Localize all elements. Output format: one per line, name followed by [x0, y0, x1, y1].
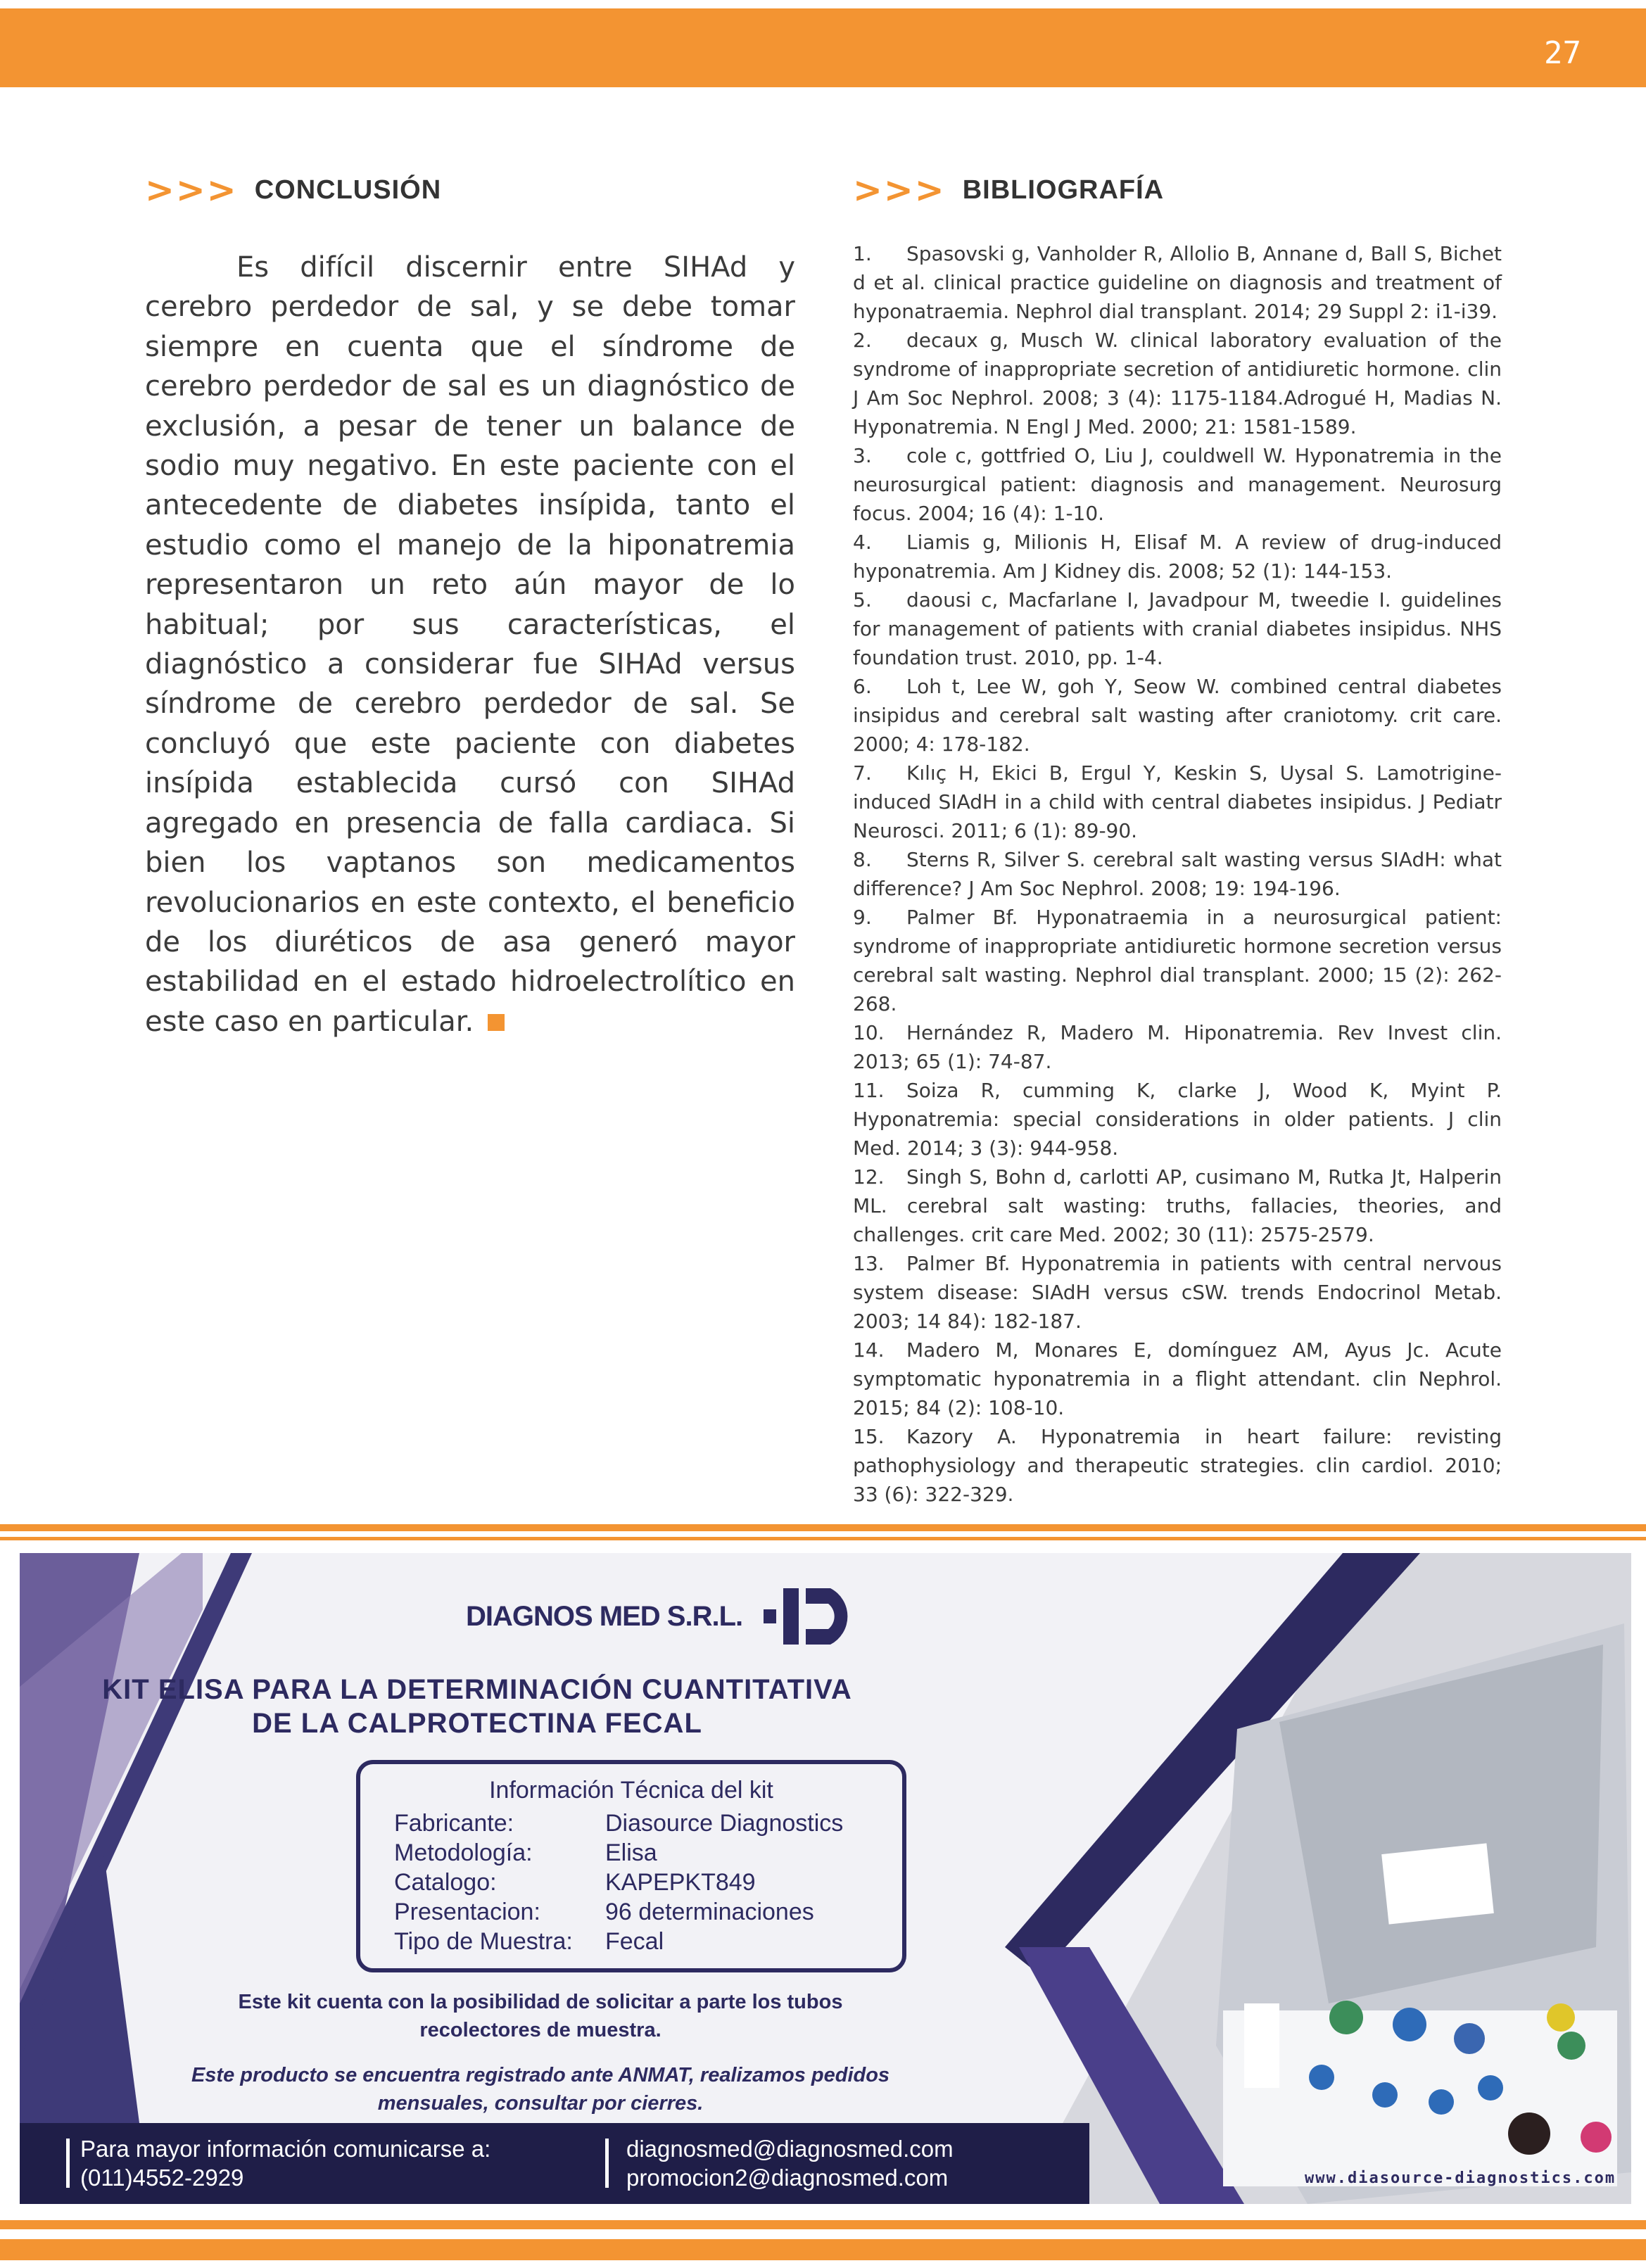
divider [605, 2139, 609, 2188]
info-table [394, 1808, 902, 1956]
bibliography-section [853, 169, 1502, 1509]
reference-item: 11. Soiza R, cumming K, clarke J, Wood K, Myint P. Hyponatremia: special considerations in older patients. J clin Med. 2014; 3 (3): 944-958. [853, 1079, 1502, 1160]
reference-item: 7. Kılıç H, Ekici B, Ergul Y, Keskin S, Uysal S. Lamotrigine- induced SIAdH in a child with central diabetes insipidus. J Pediatr Neurosci. 2011; 6 (1): 89-90. [853, 761, 1502, 842]
reference-item: 4. Liamis g, Milionis H, Elisaf M. A review of drug-induced hyponatremia. Am J Kidney dis. 2008; 52 (1): 144-153. [853, 531, 1502, 583]
separator-rule [0, 1537, 1646, 1540]
info-value: Fecal [605, 1928, 664, 1955]
chevrons-icon: >>> [853, 170, 946, 210]
info-value: 96 determinaciones [605, 1899, 814, 1925]
advertisement [20, 1553, 1631, 2204]
reference-item: 2. decaux g, Musch W. clinical laboratory evaluation of the syndrome of inappropriate secretion of antidiuretic hormone. clin J Am Soc Nephrol. 2008; 3 (4): 1175-1184.Adrogué H, Madias N. Hyponatremia. N Engl J Med. 2000; 21: 1581-1589. [853, 329, 1502, 438]
info-label: Metodología: [394, 1839, 533, 1866]
reference-item: 10. Hernández R, Madero M. Hiponatremia. Rev Invest clin. 2013; 65 (1): 74-87. [853, 1021, 1502, 1073]
reference-item: 14. Madero M, Monares E, domínguez AM, Ayus Jc. Acute symptomatic hyponatremia in a flight attendant. clin Nephrol. 2015; 84 (2): 108-10. [853, 1338, 1502, 1419]
contact-email-block [626, 2134, 954, 2192]
reference-item: 6. Loh t, Lee W, goh Y, Seow W. combined central diabetes insipidus and cerebral salt wasting after craniotomy. crit care. 2000; 4: 178-182. [853, 675, 1502, 756]
separator-rule [0, 1524, 1646, 1531]
reference-item: 1. Spasovski g, Vanholder R, Allolio B, Annane d, Ball S, Bichet d et al. clinical practice guideline on diagnosis and treatment of hyponatraemia. Nephrol dial transplant. 2014; 29 Suppl 2: i1-i39. [853, 242, 1502, 323]
info-value: Diasource Diagnostics [605, 1810, 844, 1837]
reference-item: 5. daousi c, Macfarlane I, Javadpour M, tweedie I. guidelines for management of patients with cranial diabetes insipidus. NHS foundation trust. 2010, pp. 1-4. [853, 588, 1502, 669]
conclusion-text: Es difícil discernir entre SIHAd y cerebro perdedor de sal, y se debe tomar siempre en cuenta que el síndrome de cerebro perdedor de sal es un diagnóstico de exclusión, a pesar de tener un balance de sodio muy negativo. En este paciente con el antecedente de diabetes insípida, tanto el estudio como el manejo de la hiponatremia representaron un reto aún mayor de lo habitual; por sus características, el diagnóstico a considerar fue SIHAd versus síndrome de cerebro perdedor de sal. Se concluyó que este paciente con diabetes insípida establecida cursó con SIHAd agregado en presencia de falla cardiaca. Si bien los vaptanos son medicamentos revolucionarios en este contexto, el beneficio de los diuréticos de asa generó mayor estabilidad en el estado hidroelectrolítico en este caso en particular. [145, 251, 795, 1038]
reference-list [853, 239, 1502, 1509]
conclusion-title: CONCLUSIÓN [254, 175, 442, 205]
reference-item: 3. cole c, gottfried O, Liu J, couldwell W. Hyponatremia in the neurosurgical patient: diagnosis and management. Neurosurg focus. 2004; 16 (4): 1-10. [853, 444, 1502, 525]
separator-rule [0, 2239, 1646, 2260]
chevrons-icon: >>> [145, 170, 238, 210]
technical-info-box [356, 1760, 906, 1972]
info-value: Elisa [605, 1839, 657, 1866]
conclusion-body [145, 248, 795, 1041]
reference-item: 15. Kazory A. Hyponatremia in heart failure: revisting pathophysiology and therapeutic strategies. clin cardiol. 2010; 33 (6): 322-329. [853, 1425, 1502, 1506]
email-link[interactable]: promocion2@diagnosmed.com [626, 2165, 949, 2191]
phone-number: (011)4552-2929 [80, 2165, 244, 2191]
info-title: Información Técnica del kit [489, 1777, 773, 1804]
separator-rule [0, 2220, 1646, 2229]
info-label: Catalogo: [394, 1869, 497, 1896]
ad-title: KIT ELISA PARA LA DETERMINACIÓN CUANTITATIVA DE LA CALPROTECTINA FECAL [102, 1674, 852, 1739]
info-value: KAPEPKT849 [605, 1869, 756, 1896]
conclusion-heading [145, 169, 795, 211]
reference-item: 13. Palmer Bf. Hyponatremia in patients with central nervous system disease: SIAdH versus cSW. trends Endocrinol Metab. 2003; 14 84): 182-187. [853, 1252, 1502, 1333]
info-label: Tipo de Muestra: [394, 1928, 573, 1955]
page-number: 27 [1544, 35, 1581, 71]
top-header-bar [0, 8, 1646, 87]
anmat-note: Este producto se encuentra registrado ante ANMAT, realizamos pedidos mensuales, consultar por cierres. [191, 2064, 890, 2115]
contact-phone-block: Para mayor información comunicarse a: (011)4552-2929 [80, 2136, 491, 2191]
divider [66, 2139, 70, 2188]
reference-item: 12. Singh S, Bohn d, carlotti AP, cusimano M, Rutka Jt, Halperin ML. cerebral salt wasting: truths, fallacies, theories, and challenges. crit care Med. 2002; 30 (11): 2575-2579. [853, 1165, 1502, 1246]
company-name: DIAGNOS MED S.R.L. [466, 1600, 743, 1632]
info-label: Presentacion: [394, 1899, 540, 1925]
dm-logo-icon [764, 1581, 862, 1652]
contact-band [20, 2123, 1089, 2204]
conclusion-section [145, 169, 795, 1041]
reference-item: 8. Sterns R, Silver S. cerebral salt wasting versus SIAdH: what difference? J Am Soc Nephrol. 2008; 19: 194-196. [853, 848, 1502, 900]
reference-item: 9. Palmer Bf. Hyponatraemia in a neurosurgical patient: syndrome of inappropriate antidiuretic hormone secretion versus cerebral salt wasting. Nephrol dial transplant. 2000; 15 (2): 262-268. [853, 906, 1502, 1015]
sample-tubes-note: Este kit cuenta con la posibilidad de solicitar a parte los tubos recolectores de muestra. [238, 1991, 843, 2041]
company-logo [466, 1581, 862, 1652]
end-square-icon [488, 1014, 505, 1031]
info-label: Fabricante: [394, 1810, 514, 1837]
email-link[interactable]: diagnosmed@diagnosmed.com [626, 2136, 954, 2162]
bibliography-heading [853, 169, 1502, 211]
website-url[interactable]: www.diasource-diagnostics.com [1305, 2169, 1616, 2187]
bibliography-title: BIBLIOGRAFÍA [962, 175, 1165, 205]
